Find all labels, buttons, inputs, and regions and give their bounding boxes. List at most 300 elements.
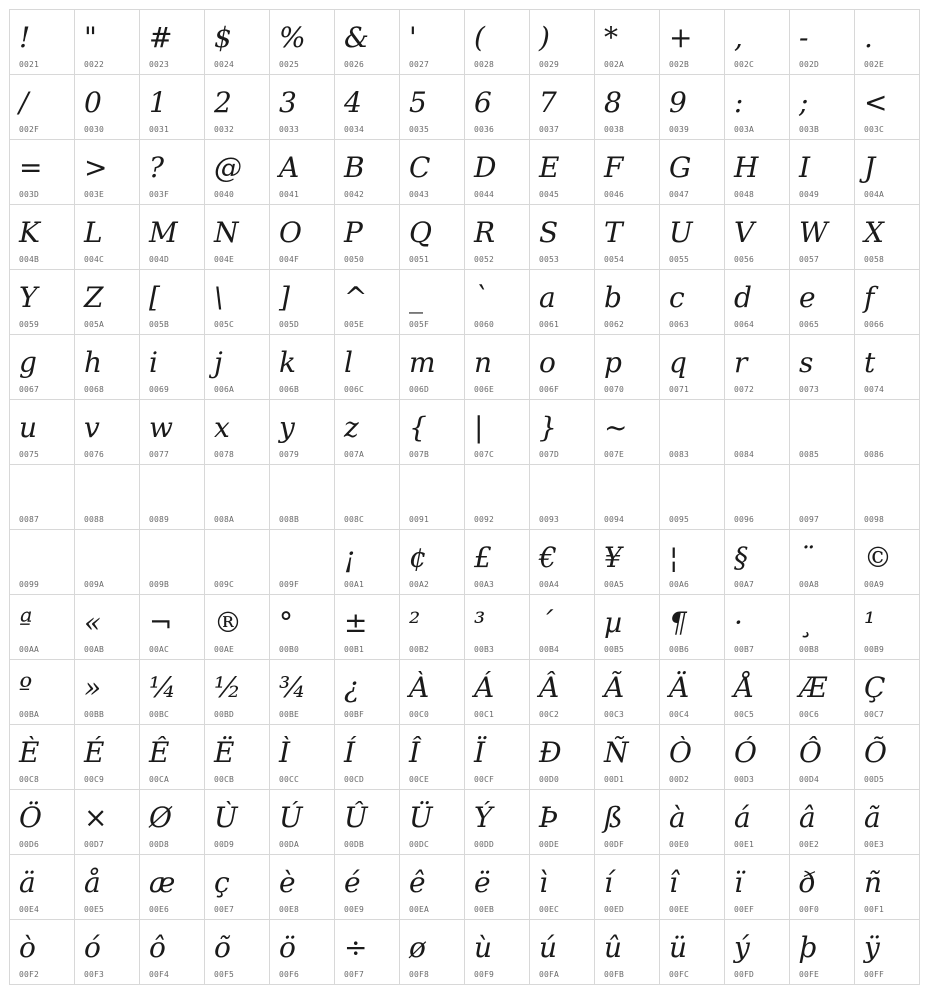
glyph-cell[interactable] xyxy=(465,660,530,725)
code-point-label: 0084 xyxy=(734,450,755,459)
glyph-cell[interactable] xyxy=(725,205,790,270)
glyph-cell[interactable] xyxy=(595,855,660,920)
glyph-cell[interactable] xyxy=(595,530,660,595)
glyph-cell[interactable] xyxy=(270,530,335,595)
code-point-label: 005B xyxy=(149,320,170,329)
glyph-cell[interactable] xyxy=(530,10,595,75)
glyph-sample: k xyxy=(279,346,296,379)
glyph-cell[interactable] xyxy=(75,855,140,920)
glyph-sample: u xyxy=(19,411,38,444)
glyph-cell[interactable] xyxy=(660,335,725,400)
code-point-label: 004A xyxy=(864,190,885,199)
glyph-cell[interactable] xyxy=(400,10,465,75)
code-point-label: 002E xyxy=(864,60,885,69)
glyph-cell[interactable] xyxy=(400,465,465,530)
code-point-label: 00F4 xyxy=(149,970,170,979)
code-point-label: 003E xyxy=(84,190,105,199)
glyph-cell[interactable] xyxy=(465,335,530,400)
glyph-cell[interactable] xyxy=(205,140,270,205)
glyph-cell[interactable] xyxy=(530,205,595,270)
code-point-label: 0083 xyxy=(669,450,690,459)
glyph-cell[interactable] xyxy=(790,270,855,335)
glyph-cell[interactable] xyxy=(75,660,140,725)
glyph-cell[interactable] xyxy=(660,465,725,530)
glyph-sample: ¸ xyxy=(799,606,813,639)
glyph-sample: Á xyxy=(474,671,495,704)
glyph-cell[interactable] xyxy=(855,465,920,530)
glyph-cell[interactable] xyxy=(335,725,400,790)
glyph-cell[interactable] xyxy=(660,855,725,920)
glyph-cell[interactable] xyxy=(205,10,270,75)
glyph-cell[interactable] xyxy=(75,140,140,205)
code-point-label: 0030 xyxy=(84,125,105,134)
glyph-cell[interactable] xyxy=(855,595,920,660)
glyph-cell[interactable] xyxy=(140,400,205,465)
glyph-cell[interactable] xyxy=(725,75,790,140)
glyph-cell[interactable] xyxy=(725,270,790,335)
glyph-cell[interactable] xyxy=(10,140,75,205)
glyph-cell[interactable] xyxy=(270,140,335,205)
glyph-cell[interactable] xyxy=(855,335,920,400)
glyph-cell[interactable] xyxy=(595,465,660,530)
code-point-label: 0098 xyxy=(864,515,885,524)
glyph-cell[interactable] xyxy=(205,75,270,140)
glyph-cell[interactable] xyxy=(465,400,530,465)
glyph-cell[interactable] xyxy=(790,725,855,790)
glyph-cell[interactable] xyxy=(660,530,725,595)
glyph-sample: ¦ xyxy=(669,541,679,574)
glyph-cell[interactable] xyxy=(530,270,595,335)
glyph-cell[interactable] xyxy=(855,400,920,465)
glyph-cell[interactable] xyxy=(140,530,205,595)
code-point-label: 00EF xyxy=(734,905,755,914)
glyph-cell[interactable] xyxy=(205,530,270,595)
glyph-cell[interactable] xyxy=(335,660,400,725)
glyph-cell[interactable] xyxy=(530,790,595,855)
glyph-cell[interactable] xyxy=(335,270,400,335)
glyph-cell[interactable] xyxy=(530,595,595,660)
code-point-label: 00C3 xyxy=(604,710,625,719)
code-point-label: 0045 xyxy=(539,190,560,199)
glyph-cell[interactable] xyxy=(595,10,660,75)
glyph-cell[interactable] xyxy=(660,75,725,140)
glyph-cell[interactable] xyxy=(140,10,205,75)
code-point-label: 006C xyxy=(344,385,365,394)
code-point-label: 0088 xyxy=(84,515,105,524)
glyph-cell[interactable] xyxy=(270,855,335,920)
glyph-cell[interactable] xyxy=(660,270,725,335)
glyph-sample: j xyxy=(214,346,223,379)
code-point-label: 0094 xyxy=(604,515,625,524)
glyph-cell[interactable] xyxy=(660,205,725,270)
glyph-cell[interactable] xyxy=(465,595,530,660)
code-point-label: 00B3 xyxy=(474,645,495,654)
glyph-cell[interactable] xyxy=(530,920,595,985)
glyph-sample: R xyxy=(474,216,496,249)
code-point-label: 00BA xyxy=(19,710,40,719)
glyph-cell[interactable] xyxy=(725,400,790,465)
glyph-cell[interactable] xyxy=(855,10,920,75)
glyph-sample: ì xyxy=(539,866,548,899)
glyph-cell[interactable] xyxy=(335,595,400,660)
glyph-sample: Q xyxy=(409,216,432,249)
glyph-cell[interactable] xyxy=(465,10,530,75)
glyph-sample: Ó xyxy=(734,736,757,769)
glyph-cell[interactable] xyxy=(75,335,140,400)
glyph-sample: S xyxy=(539,216,559,249)
glyph-sample: © xyxy=(864,541,892,574)
glyph-cell[interactable] xyxy=(75,205,140,270)
glyph-cell[interactable] xyxy=(335,335,400,400)
glyph-cell[interactable] xyxy=(75,75,140,140)
code-point-label: 00CA xyxy=(149,775,170,784)
glyph-cell[interactable] xyxy=(530,140,595,205)
glyph-cell[interactable] xyxy=(465,725,530,790)
glyph-cell[interactable] xyxy=(75,725,140,790)
glyph-cell[interactable] xyxy=(400,725,465,790)
glyph-sample: v xyxy=(84,411,100,444)
glyph-cell[interactable] xyxy=(400,205,465,270)
code-point-label: 0072 xyxy=(734,385,755,394)
glyph-sample: 4 xyxy=(344,86,362,119)
glyph-sample: i xyxy=(149,346,158,379)
glyph-cell[interactable] xyxy=(790,855,855,920)
glyph-cell[interactable] xyxy=(400,595,465,660)
glyph-cell[interactable] xyxy=(855,205,920,270)
code-point-label: 0067 xyxy=(19,385,40,394)
glyph-cell[interactable] xyxy=(335,10,400,75)
glyph-sample: Õ xyxy=(864,736,887,769)
glyph-cell[interactable] xyxy=(400,140,465,205)
glyph-cell[interactable] xyxy=(270,75,335,140)
glyph-cell[interactable] xyxy=(10,920,75,985)
code-point-label: 00F8 xyxy=(409,970,430,979)
glyph-cell[interactable] xyxy=(205,465,270,530)
code-point-label: 009A xyxy=(84,580,105,589)
glyph-cell[interactable] xyxy=(10,790,75,855)
glyph-cell[interactable] xyxy=(75,10,140,75)
glyph-cell[interactable] xyxy=(725,790,790,855)
glyph-cell[interactable] xyxy=(530,335,595,400)
glyph-cell[interactable] xyxy=(400,660,465,725)
glyph-cell[interactable] xyxy=(465,75,530,140)
glyph-cell[interactable] xyxy=(270,465,335,530)
glyph-cell[interactable] xyxy=(530,75,595,140)
code-point-label: 0092 xyxy=(474,515,495,524)
glyph-cell[interactable] xyxy=(530,855,595,920)
glyph-cell[interactable] xyxy=(725,725,790,790)
glyph-cell[interactable] xyxy=(790,335,855,400)
glyph-cell[interactable] xyxy=(270,335,335,400)
glyph-sample: E xyxy=(539,151,560,184)
glyph-sample: ñ xyxy=(864,866,883,899)
glyph-cell[interactable] xyxy=(335,530,400,595)
glyph-cell[interactable] xyxy=(205,595,270,660)
glyph-cell[interactable] xyxy=(660,140,725,205)
code-point-label: 00A6 xyxy=(669,580,690,589)
glyph-sample: Ì xyxy=(279,736,291,769)
glyph-cell[interactable] xyxy=(595,205,660,270)
glyph-cell[interactable] xyxy=(140,465,205,530)
glyph-cell[interactable] xyxy=(790,465,855,530)
glyph-cell[interactable] xyxy=(270,790,335,855)
glyph-sample: ø xyxy=(409,931,426,964)
glyph-cell[interactable] xyxy=(335,920,400,985)
code-point-label: 003B xyxy=(799,125,820,134)
glyph-cell[interactable] xyxy=(855,140,920,205)
glyph-cell[interactable] xyxy=(400,335,465,400)
glyph-sample: ¬ xyxy=(149,606,173,639)
glyph-cell[interactable] xyxy=(140,660,205,725)
glyph-cell[interactable] xyxy=(660,920,725,985)
glyph-cell[interactable] xyxy=(400,400,465,465)
glyph-cell[interactable] xyxy=(10,725,75,790)
glyph-cell[interactable] xyxy=(595,400,660,465)
glyph-cell[interactable] xyxy=(270,725,335,790)
glyph-cell[interactable] xyxy=(530,465,595,530)
glyph-cell[interactable] xyxy=(400,790,465,855)
glyph-cell[interactable] xyxy=(10,10,75,75)
code-point-label: 0059 xyxy=(19,320,40,329)
glyph-cell[interactable] xyxy=(855,270,920,335)
glyph-cell[interactable] xyxy=(465,790,530,855)
glyph-cell[interactable] xyxy=(205,790,270,855)
code-point-label: 00B0 xyxy=(279,645,300,654)
glyph-cell[interactable] xyxy=(270,270,335,335)
glyph-sample: : xyxy=(734,86,744,119)
glyph-cell[interactable] xyxy=(10,335,75,400)
glyph-cell[interactable] xyxy=(205,855,270,920)
glyph-cell[interactable] xyxy=(335,465,400,530)
code-point-label: 003F xyxy=(149,190,170,199)
glyph-cell[interactable] xyxy=(140,75,205,140)
glyph-cell[interactable] xyxy=(335,790,400,855)
glyph-cell[interactable] xyxy=(595,725,660,790)
glyph-cell[interactable] xyxy=(725,855,790,920)
glyph-cell[interactable] xyxy=(205,920,270,985)
glyph-cell[interactable] xyxy=(10,465,75,530)
glyph-cell[interactable] xyxy=(75,270,140,335)
glyph-cell[interactable] xyxy=(140,205,205,270)
code-point-label: 00F9 xyxy=(474,970,495,979)
code-point-label: 002C xyxy=(734,60,755,69)
glyph-cell[interactable] xyxy=(530,530,595,595)
glyph-cell[interactable] xyxy=(855,75,920,140)
glyph-cell[interactable] xyxy=(10,400,75,465)
glyph-cell[interactable] xyxy=(595,920,660,985)
glyph-sample: ² xyxy=(409,606,421,639)
glyph-sample: e xyxy=(799,281,816,314)
glyph-cell[interactable] xyxy=(205,660,270,725)
glyph-sample: « xyxy=(84,606,102,639)
glyph-sample: ? xyxy=(149,151,165,184)
glyph-cell[interactable] xyxy=(725,10,790,75)
glyph-cell[interactable] xyxy=(595,790,660,855)
glyph-sample: # xyxy=(149,21,173,54)
code-point-label: 00D4 xyxy=(799,775,820,784)
glyph-cell[interactable] xyxy=(140,140,205,205)
glyph-sample: X xyxy=(864,216,884,249)
glyph-cell[interactable] xyxy=(595,140,660,205)
glyph-cell[interactable] xyxy=(10,595,75,660)
glyph-cell[interactable] xyxy=(725,920,790,985)
glyph-cell[interactable] xyxy=(335,855,400,920)
code-point-label: 0096 xyxy=(734,515,755,524)
glyph-cell[interactable] xyxy=(725,595,790,660)
glyph-sample: [ xyxy=(149,281,160,314)
glyph-cell[interactable] xyxy=(790,790,855,855)
glyph-cell[interactable] xyxy=(205,725,270,790)
glyph-cell[interactable] xyxy=(855,855,920,920)
glyph-cell[interactable] xyxy=(595,270,660,335)
glyph-cell[interactable] xyxy=(855,660,920,725)
glyph-cell[interactable] xyxy=(335,205,400,270)
glyph-cell[interactable] xyxy=(10,270,75,335)
code-point-label: 0074 xyxy=(864,385,885,394)
glyph-cell[interactable] xyxy=(790,140,855,205)
glyph-cell[interactable] xyxy=(725,140,790,205)
glyph-cell[interactable] xyxy=(855,530,920,595)
glyph-sample: 9 xyxy=(669,86,687,119)
glyph-cell[interactable] xyxy=(75,465,140,530)
code-point-label: 0049 xyxy=(799,190,820,199)
code-point-label: 0040 xyxy=(214,190,235,199)
glyph-sample: î xyxy=(669,866,678,899)
glyph-cell[interactable] xyxy=(205,335,270,400)
glyph-cell[interactable] xyxy=(400,270,465,335)
glyph-cell[interactable] xyxy=(400,530,465,595)
glyph-sample: ) xyxy=(539,21,550,54)
glyph-cell[interactable] xyxy=(10,75,75,140)
glyph-cell[interactable] xyxy=(75,595,140,660)
glyph-cell[interactable] xyxy=(855,790,920,855)
glyph-cell[interactable] xyxy=(465,465,530,530)
glyph-cell[interactable] xyxy=(205,205,270,270)
code-point-label: 0041 xyxy=(279,190,300,199)
glyph-cell[interactable] xyxy=(140,790,205,855)
glyph-cell[interactable] xyxy=(465,205,530,270)
glyph-sample: ¼ xyxy=(149,671,177,704)
glyph-sample: K xyxy=(19,216,40,249)
glyph-cell[interactable] xyxy=(465,270,530,335)
glyph-cell[interactable] xyxy=(140,725,205,790)
glyph-sample: L xyxy=(84,216,103,249)
glyph-sample: ù xyxy=(474,931,493,964)
glyph-cell[interactable] xyxy=(465,920,530,985)
code-point-label: 00E1 xyxy=(734,840,755,849)
code-point-label: 0091 xyxy=(409,515,430,524)
glyph-cell[interactable] xyxy=(660,725,725,790)
glyph-cell[interactable] xyxy=(10,530,75,595)
glyph-cell[interactable] xyxy=(855,920,920,985)
glyph-cell[interactable] xyxy=(595,335,660,400)
glyph-cell[interactable] xyxy=(10,855,75,920)
glyph-cell[interactable] xyxy=(270,205,335,270)
glyph-cell[interactable] xyxy=(140,855,205,920)
glyph-sample: z xyxy=(344,411,359,444)
glyph-sample: $ xyxy=(214,21,232,54)
glyph-cell[interactable] xyxy=(790,10,855,75)
glyph-cell[interactable] xyxy=(790,595,855,660)
glyph-sample: U xyxy=(669,216,693,249)
glyph-cell[interactable] xyxy=(530,660,595,725)
glyph-cell[interactable] xyxy=(400,75,465,140)
code-point-label: 007D xyxy=(539,450,560,459)
glyph-cell[interactable] xyxy=(790,205,855,270)
code-point-label: 00F0 xyxy=(799,905,820,914)
glyph-cell[interactable] xyxy=(790,530,855,595)
glyph-sample: ¨ xyxy=(799,541,813,574)
glyph-cell[interactable] xyxy=(270,595,335,660)
glyph-cell[interactable] xyxy=(140,270,205,335)
glyph-cell[interactable] xyxy=(660,790,725,855)
glyph-cell[interactable] xyxy=(205,400,270,465)
glyph-cell[interactable] xyxy=(660,660,725,725)
glyph-cell[interactable] xyxy=(660,400,725,465)
glyph-cell[interactable] xyxy=(10,660,75,725)
glyph-cell[interactable] xyxy=(790,920,855,985)
glyph-sample: È xyxy=(19,736,40,769)
glyph-cell[interactable] xyxy=(465,855,530,920)
code-point-label: 00A7 xyxy=(734,580,755,589)
glyph-cell[interactable] xyxy=(270,10,335,75)
code-point-label: 00A9 xyxy=(864,580,885,589)
glyph-cell[interactable] xyxy=(270,400,335,465)
glyph-cell[interactable] xyxy=(595,75,660,140)
glyph-cell[interactable] xyxy=(790,400,855,465)
glyph-cell[interactable] xyxy=(465,530,530,595)
glyph-sample: G xyxy=(669,151,692,184)
code-point-label: 00DB xyxy=(344,840,365,849)
glyph-cell[interactable] xyxy=(335,400,400,465)
glyph-cell[interactable] xyxy=(140,595,205,660)
code-point-label: 005D xyxy=(279,320,300,329)
glyph-cell[interactable] xyxy=(270,920,335,985)
glyph-cell[interactable] xyxy=(595,660,660,725)
glyph-cell[interactable] xyxy=(660,10,725,75)
glyph-cell[interactable] xyxy=(400,855,465,920)
glyph-cell[interactable] xyxy=(725,465,790,530)
glyph-cell[interactable] xyxy=(205,270,270,335)
glyph-sample: Å xyxy=(734,671,755,704)
glyph-cell[interactable] xyxy=(660,595,725,660)
glyph-cell[interactable] xyxy=(725,530,790,595)
glyph-cell[interactable] xyxy=(335,75,400,140)
glyph-cell[interactable] xyxy=(530,400,595,465)
code-point-label: 00BB xyxy=(84,710,105,719)
glyph-cell[interactable] xyxy=(75,920,140,985)
glyph-cell[interactable] xyxy=(790,75,855,140)
glyph-sample: Æ xyxy=(799,671,828,704)
glyph-cell[interactable] xyxy=(855,725,920,790)
glyph-cell[interactable] xyxy=(530,725,595,790)
glyph-cell[interactable] xyxy=(270,660,335,725)
glyph-cell[interactable] xyxy=(10,205,75,270)
glyph-cell[interactable] xyxy=(790,660,855,725)
glyph-sample: > xyxy=(84,151,108,184)
glyph-cell[interactable] xyxy=(465,140,530,205)
glyph-cell[interactable] xyxy=(75,400,140,465)
glyph-cell[interactable] xyxy=(75,790,140,855)
glyph-cell[interactable] xyxy=(725,335,790,400)
glyph-cell[interactable] xyxy=(595,595,660,660)
glyph-cell[interactable] xyxy=(140,920,205,985)
glyph-cell[interactable] xyxy=(75,530,140,595)
glyph-cell[interactable] xyxy=(335,140,400,205)
glyph-cell[interactable] xyxy=(725,660,790,725)
glyph-cell[interactable] xyxy=(140,335,205,400)
glyph-cell[interactable] xyxy=(400,920,465,985)
